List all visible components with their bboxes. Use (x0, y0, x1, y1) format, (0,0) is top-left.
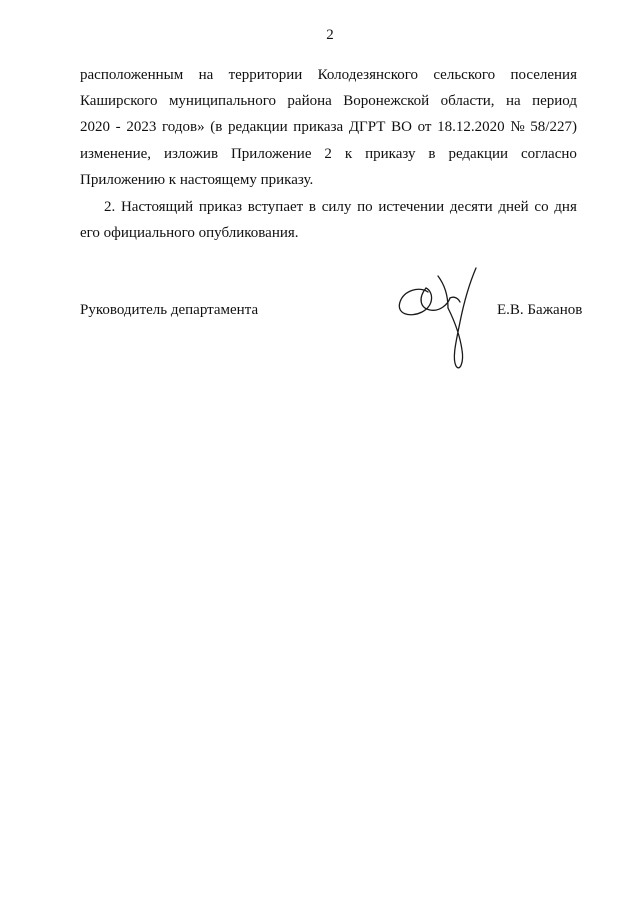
word: дней (498, 199, 529, 215)
word: муниципального (168, 93, 276, 109)
word: в (308, 199, 317, 215)
word: на (198, 67, 214, 83)
paragraph1-line4 (80, 145, 577, 163)
word: Воронежской (343, 93, 430, 109)
paragraph1-line2 (80, 92, 577, 110)
word: района (287, 93, 332, 109)
word: (в (210, 119, 223, 135)
paragraph2-line1 (104, 198, 577, 216)
word: области, (440, 93, 495, 109)
word: редакции (228, 119, 288, 135)
page-number: 2 (326, 27, 334, 43)
word: 2. (104, 199, 116, 215)
word: годов» (162, 119, 205, 135)
word: редакции (448, 146, 509, 162)
paragraph1-line3 (80, 118, 577, 136)
handwritten-signature (390, 262, 490, 374)
word: 58/227) (530, 119, 577, 135)
word: приказ (198, 199, 243, 215)
word: к (344, 146, 353, 162)
word: 18.12.2020 (437, 119, 505, 135)
word: изложив (163, 146, 219, 162)
word: № (510, 119, 525, 135)
signer-title: Руководитель департамента (80, 302, 259, 318)
word: со (534, 199, 549, 215)
word: согласно (521, 146, 577, 162)
paragraph2-line2: его официального опубликования. (80, 225, 299, 241)
paragraph1-line1 (80, 66, 577, 84)
word: вступает (247, 199, 304, 215)
word: приказу (365, 146, 416, 162)
word: истечении (378, 199, 445, 215)
word: сельского (433, 67, 496, 83)
word: период (532, 93, 577, 109)
word: на (505, 93, 521, 109)
word: десяти (449, 199, 493, 215)
word: ДГРТ (348, 119, 386, 135)
word: по (357, 199, 373, 215)
word: Приложение (230, 146, 312, 162)
word: 2023 (126, 119, 157, 135)
word: Настоящий (120, 199, 194, 215)
word: Каширского (80, 93, 158, 109)
word: - (115, 119, 121, 135)
word: силу (321, 199, 352, 215)
word: от (417, 119, 432, 135)
word: Колодезянского (317, 67, 418, 83)
word: изменение, (80, 146, 152, 162)
paragraph1-line5: Приложению к настоящему приказу. (80, 172, 314, 188)
word: дня (554, 199, 577, 215)
word: приказа (293, 119, 344, 135)
word: расположенным (80, 67, 184, 83)
word: 2020 (80, 119, 110, 135)
word: территории (228, 67, 303, 83)
word: поселения (510, 67, 577, 83)
word: в (428, 146, 436, 162)
signer-name: Е.В. Бажанов (497, 302, 583, 318)
word: 2 (324, 146, 332, 162)
word: ВО (391, 119, 412, 135)
